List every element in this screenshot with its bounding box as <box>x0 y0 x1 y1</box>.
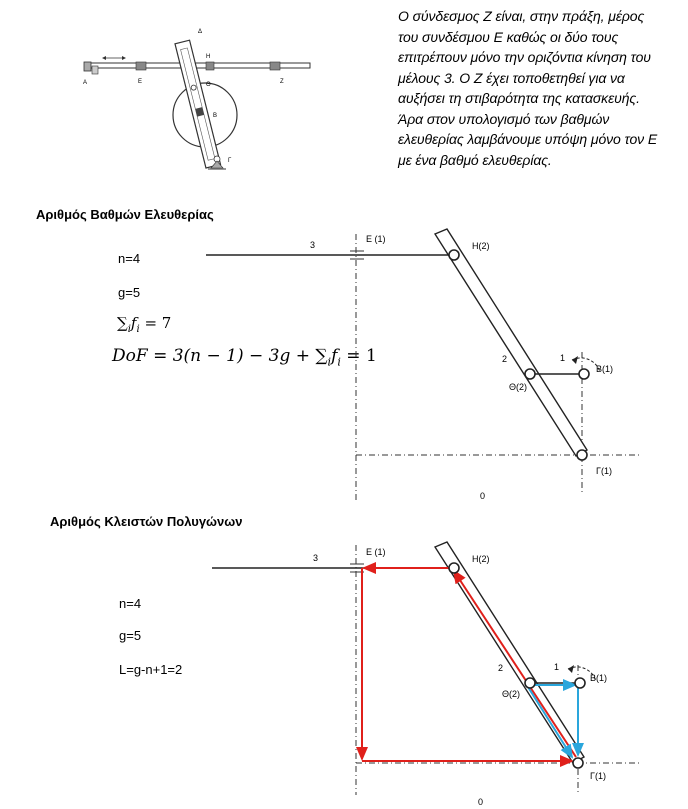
label-B: Β <box>213 113 218 119</box>
label-Theta: Θ(2) <box>509 382 527 392</box>
label-Gamma: Γ(1) <box>590 771 606 781</box>
note-line: αυξήσει τη στιβαρότητα της κατασκευής. <box>398 90 640 106</box>
label-link1: 1 <box>560 353 566 363</box>
joint-Gamma <box>573 758 583 768</box>
label-Theta: Θ(2) <box>502 689 520 699</box>
joint-Theta <box>525 369 535 379</box>
slotted-link <box>175 40 221 168</box>
note-line: ελευθερίας λαμβάνουμε υπόψη μόνο τον Ε <box>398 131 658 147</box>
label-link2: 2 <box>502 354 508 364</box>
loops-L: L=g-n+1=2 <box>119 662 183 677</box>
explanatory-note <box>398 6 684 170</box>
label-Theta: Θ <box>206 82 211 88</box>
note-line: μέλους 3. Ο Ζ έχει τοποθετηθεί για να <box>398 69 625 86</box>
label-link3: 3 <box>313 553 319 563</box>
note-line: Ο σύνδεσμος Ζ είναι, στην πράξη, μέρος <box>398 8 645 24</box>
guide-Z <box>270 62 280 70</box>
note-line: του συνδέσμου Ε καθώς οι δύο τους <box>398 28 619 45</box>
joint-H <box>449 563 459 573</box>
joint-B <box>579 369 589 379</box>
note-line: Άρα στον υπολογισμό των βαθμών <box>398 110 610 127</box>
joint-H <box>449 250 459 260</box>
loops-diagram <box>200 535 650 809</box>
label-B: Β(1) <box>590 673 608 683</box>
label-H: Η <box>206 54 211 60</box>
label-link3: 3 <box>310 240 316 250</box>
joint-Theta <box>525 678 535 688</box>
note-line: με ένα βαθμό ελευθερίας. <box>398 151 552 168</box>
label-Delta: Δ <box>198 29 203 35</box>
label-B: Β(1) <box>596 364 614 374</box>
label-Z: Ζ <box>280 79 284 85</box>
joint-Gamma <box>577 450 587 460</box>
dof-g: g=5 <box>118 285 141 300</box>
dof-formula: DoF = $3(n - 1) - 3g + \sum_if_i = 1$ <box>112 346 377 369</box>
label-origin: 0 <box>480 491 486 501</box>
label-Gamma: Γ <box>228 158 232 164</box>
label-H: Η(2) <box>472 241 490 251</box>
label-A: Α <box>83 80 88 86</box>
label-link2: 2 <box>498 663 504 673</box>
guide-E <box>136 62 146 70</box>
label-E: Ε (1) <box>366 234 386 244</box>
label-origin: 0 <box>478 797 484 807</box>
loops-title: Αριθμός Κλειστών Πολυγώνων <box>50 514 243 529</box>
blue-loop-diagonal <box>528 687 572 757</box>
label-E: Ε (1) <box>366 547 386 557</box>
joint-B <box>575 678 585 688</box>
dof-diagram <box>200 222 650 512</box>
link-2 <box>435 229 587 456</box>
dof-n: n=4 <box>118 251 141 266</box>
label-Gamma: Γ(1) <box>596 466 612 476</box>
label-H: Η(2) <box>472 554 490 564</box>
loops-g: g=5 <box>119 628 142 643</box>
loops-n: n=4 <box>119 596 142 611</box>
dof-title: Αριθμός Βαθμών Ελευθερίας <box>36 207 214 222</box>
dof-sum: $\sum_if_i = 7$ <box>117 314 172 335</box>
label-link1: 1 <box>554 662 560 672</box>
label-E: Ε <box>138 79 143 85</box>
note-line: επιτρέπουν μόνο την οριζόντια κίνηση του <box>398 49 651 65</box>
mechanism-drawing <box>80 20 320 180</box>
